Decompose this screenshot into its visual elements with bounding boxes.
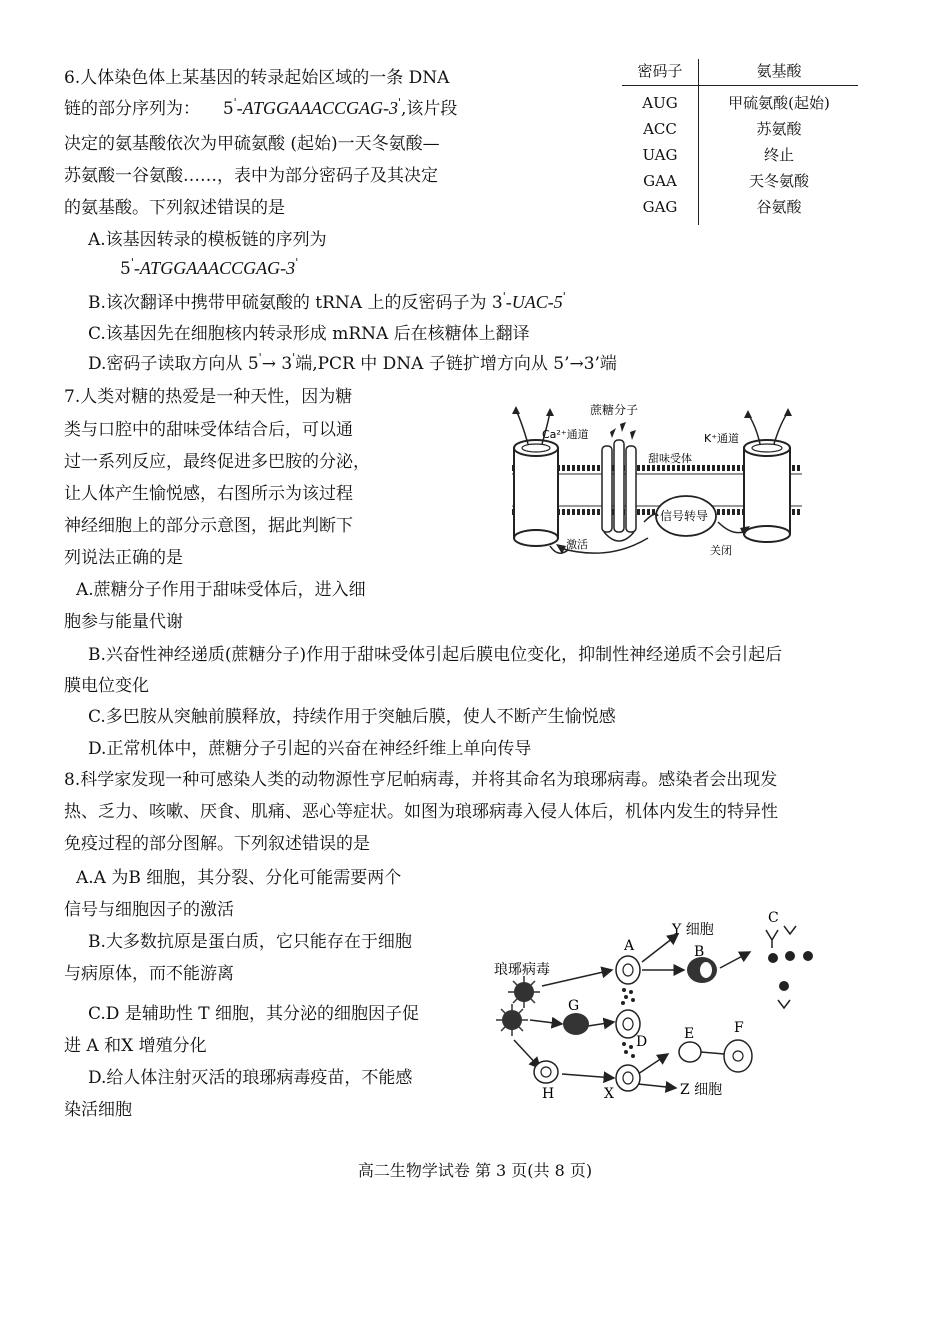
codon-table-column-rule [698,59,699,225]
close-label: 关闭 [710,544,732,557]
q6-seq-prime: ' [233,96,237,109]
q6-line-2-suffix: ,该片段 [401,99,458,119]
q6-opt-b-3: 3 [491,293,503,313]
q6-line-1: 6.人体染色体上某基因的转录起始区域的一条 DNA [64,68,450,88]
q7-line-5: 神经细胞上的部分示意图，据此判断下 [64,516,353,536]
q7-line-6: 列说法正确的是 [64,548,183,568]
q6-option-d [88,352,617,378]
q7-line-4: 让人体产生愉悦感，右图所示为该过程 [64,484,353,504]
q6-opt-a-5: 5 [120,259,131,279]
q8-option-a-2: 信号与细胞因子的激活 [64,900,234,920]
amino-acid-cell: 甲硫氨酸(起始) [728,94,830,112]
codon-cell: AUG [642,94,678,112]
codon-cell: UAG [642,146,678,164]
amino-acid-cell: 天冬氨酸 [748,172,809,190]
label-a: A [624,938,635,954]
q8-option-c-2: 进 A 和X 增殖分化 [64,1036,207,1056]
label-f: F [734,1020,744,1036]
sucrose-label: 蔗糖分子 [590,403,639,417]
cell-g [563,1013,589,1035]
q7-option-a-1: A.蔗糖分子作用于甜味受体后，进入细 [76,580,366,600]
label-g: G [568,998,580,1014]
q6-seq-5: 5 [222,99,234,119]
codon-cell: GAG [642,198,678,216]
page-footer: 高二生物学试卷 第 3 页(共 8 页) [357,1161,593,1180]
ca-channel-label: Ca²⁺通道 [542,428,589,441]
virus-icon [508,976,540,1008]
label-c: C [768,910,779,926]
label-y-cell: Y 细胞 [672,922,714,938]
q6-line-2-prefix: 链的部分序列为： [64,99,200,119]
q6-opt-d-rest: 端,PCR 中 DNA 子链扩增方向从 5’→3’端 [295,354,617,374]
amino-acid-cell: 谷氨酸 [756,198,802,216]
q6-option-a-sequence [120,256,298,283]
q8-option-b-2: 与病原体，而不能游离 [64,964,234,984]
q8-option-c-1: C.D 是辅助性 T 细胞，其分泌的细胞因子促 [88,1004,419,1024]
q6-opt-b-seq: -UAC-5 [505,292,563,312]
virus-label: 琅琊病毒 [494,962,550,978]
codon-table-header-amino-acid: 氨基酸 [756,62,802,80]
k-channel-label: K⁺通道 [704,432,740,445]
q7-line-1: 7.人类对糖的热爱是一种天性，因为糖 [64,387,353,407]
q8-immune-figure [490,904,822,1100]
ca-channel-shape [512,406,558,546]
q7-option-c: C.多巴胺从突触前膜释放，持续作用于突触后膜，使人不断产生愉悦感 [88,707,616,727]
q8-line-2: 热、乏力、咳嗽、厌食、肌痛、恶心等症状。如图为琅琊病毒入侵人体后，机体内发生的特异性 [64,802,778,822]
sweet-receptor-shape [602,422,636,541]
q6-option-a: A.该基因转录的模板链的序列为 [88,230,327,250]
receptor-label: 甜味受体 [648,452,692,465]
codon-cell: ACC [643,120,677,138]
amino-acid-cell: 苏氨酸 [756,120,802,138]
q6-option-c: C.该基因先在细胞核内转录形成 mRNA 后在核糖体上翻译 [88,324,530,344]
q6-option-b [88,290,566,317]
q6-opt-b-prime-2: ' [562,290,566,303]
q6-opt-d-prime-2: ' [292,351,296,364]
q7-option-a-2: 胞参与能量代谢 [64,612,183,632]
amino-acid-cell: 终止 [763,146,794,164]
label-d: D [636,1034,648,1050]
codon-table-header-rule [622,85,858,86]
label-x: X [604,1086,614,1100]
label-h: H [542,1086,555,1100]
q6-opt-a-prime: ' [130,256,134,269]
label-e: E [684,1026,695,1042]
q6-seq-prime-2: ' [398,96,402,109]
q7-option-b-2: 膜电位变化 [64,676,149,696]
activate-label: 激活 [566,538,588,551]
label-z-cell: Z 细胞 [680,1082,723,1098]
q6-line-4: 苏氨酸一谷氨酸……，表中为部分密码子及其决定 [64,166,438,186]
q7-membrane-figure [498,398,816,568]
q8-option-b-1: B.大多数抗原是蛋白质，它只能存在于细胞 [88,932,412,952]
label-b: B [694,944,705,960]
q6-opt-d-mid: → 3 [261,354,293,374]
q7-line-2: 类与口腔中的甜味受体结合后，可以通 [64,420,353,440]
q8-option-a-1: A.A 为B 细胞，其分裂、分化可能需要两个 [76,868,402,888]
codon-table-header-codon: 密码子 [637,62,683,80]
q6-line-5: 的氨基酸。下列叙述错误的是 [64,198,285,218]
antibody-antigen-clusters [766,926,813,1008]
signal-label: 信号转导 [660,509,709,523]
codon-cell: GAA [643,172,677,190]
k-channel-shape [744,408,792,542]
q7-option-d: D.正常机体中，蔗糖分子引起的兴奋在神经纤维上单向传导 [88,739,532,759]
codon-table [622,57,858,227]
q8-option-d-2: 染活细胞 [64,1100,132,1120]
q7-line-3: 过一系列反应，最终促进多巴胺的分泌， [64,452,370,472]
q8-line-3: 免疫过程的部分图解。下列叙述错误的是 [64,834,370,854]
q8-line-1: 8.科学家发现一种可感染人类的动物源性亨尼帕病毒，并将其命名为琅琊病毒。感染者会出现发 [64,770,778,790]
q6-opt-a-seq: -ATGGAAACCGAG-3 [133,258,296,278]
q6-line-2 [64,96,457,123]
q6-line-3: 决定的氨基酸依次为甲硫氨酸 (起始)一天冬氨酸— [64,134,440,154]
q6-opt-b-text: B.该次翻译中携带甲硫氨酸的 tRNA 上的反密码子为 [88,293,487,313]
q6-opt-d-5: 5 [247,354,259,374]
q6-opt-d-prime: ' [258,351,262,364]
q8-option-d-1: D.给人体注射灭活的琅琊病毒疫苗，不能感 [88,1068,413,1088]
cell-e [679,1042,701,1062]
virus-icon [496,1004,528,1036]
q7-option-b-1: B.兴奋性神经递质(蔗糖分子)作用于甜味受体引起后膜电位变化，抑制性神经递质不会引起后 [88,645,783,665]
q6-opt-b-prime: ' [502,290,506,303]
q6-opt-d-prefix: D.密码子读取方向从 [88,354,243,374]
q6-opt-a-prime-2: ' [295,256,299,269]
q6-sequence: -ATGGAAACCGAG-3 [236,98,398,118]
